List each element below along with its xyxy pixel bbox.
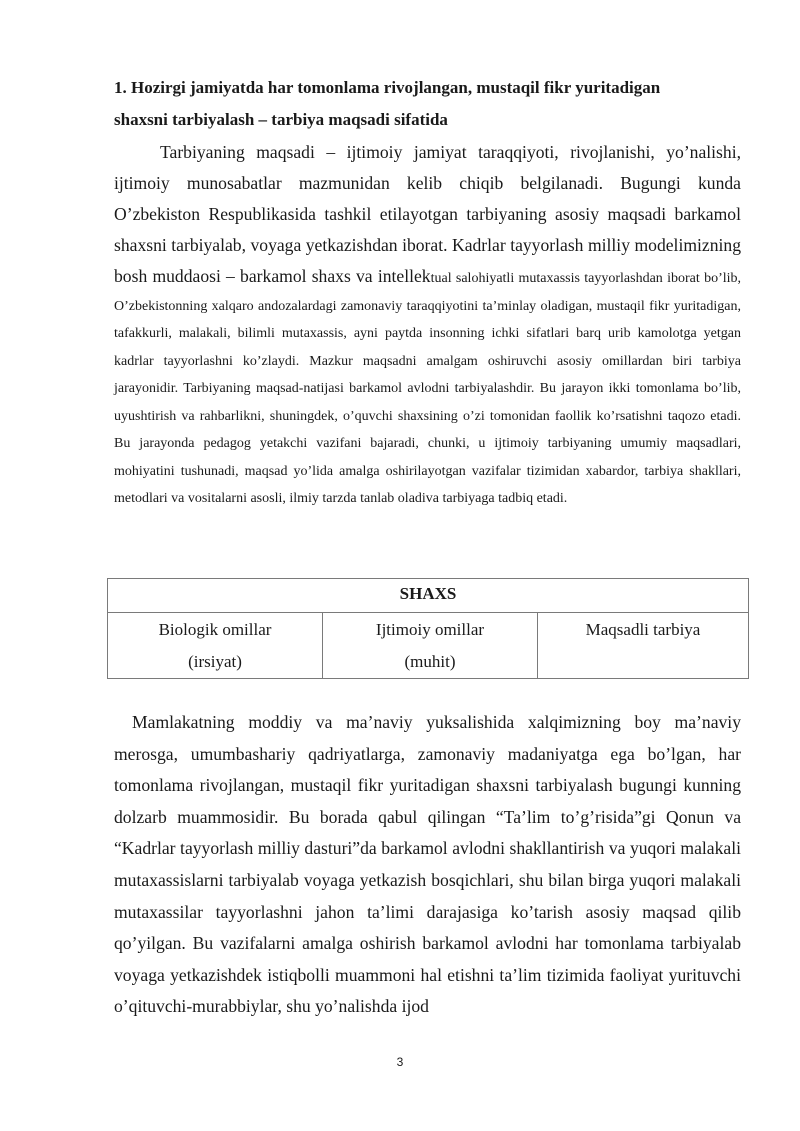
shaxs-table [107, 578, 749, 679]
cell-text: (irsiyat) [188, 652, 242, 671]
table-cell-biologik [108, 613, 323, 679]
table-header-row [108, 579, 749, 613]
paragraph-2: Mamlakatning moddiy va ma’naviy yuksalishida xalqimizning boy ma’naviy merosga, umumbashariy qadriyatlarga, zamonaviy madaniyatga ega bo’lgan, har tomonlama rivojlangan, mustaqil fikr yuritadigan shaxsni tarbiyalash bugungi kunning dolzarb muammosidir. Bu borada qabul qilingan “Ta’lim to’g’risida”gi Qonun va “Kadrlar tayyorlash milliy dasturi”da barkamol avlodni shakllantirish va yuqori malakali mutaxassislarni tarbiyalab voyaga yetkazish bosqichlari, shu bilan birga yuqori malakali mutaxassilar tayyorlashni jahon ta’limi darajasiga ko’tarish asosiy maqsad qilib qo’yilgan. Bu vazifalarni amalga oshirish barkamol avlodni har tomonlama tarbiyalab voyaga yetkazishdek istiqbolli muammoni hal etishni ta’lim tizimida faoliyat yurituvchi o’qituvchi-murabbiylar, shu yo’nalishda ijod [114, 712, 741, 1017]
heading-line-1: 1. Hozirgi jamiyatda har tomonlama rivojlangan, mustaqil fikr yuritadigan [114, 78, 661, 97]
table-header-shaxs: SHAXS [108, 579, 749, 613]
table-cell-ijtimoiy [323, 613, 538, 679]
paragraph-1-small-text: tual salohiyatli mutaxassis tayyorlashdan iborat bo’lib, O’zbekistonning xalqaro andozalardagi zamonaviy taraqqiyotini ta’minlay oladigan, mustaqil fikr yuritadigan, tafakkurli, malakali, bilimli mutaxassis, ayni paytda insonning ichki sifatlari barq urib kamolotga yetgan kadrlar tayyorlashni ko’zlaydi. Mazkur maqsadni amalgam oshiruvchi asosiy omillardan biri tarbiya jarayonidir. Tarbiyaning maqsad-natijasi barkamol avlodni tarbiyalashdir. Bu jarayon ikki tomonlama bo’lib, uyushtirish va rahbarlikni, shuningdek, o’quvchi shaxsining o’zi tomonidan faollik ko’rsatishni taqozo etadi. Bu jarayonda pedagog yetakchi vazifani bajaradi, chunki, u ijtimoiy tarbiyaning umumiy maqsadlari, mohiyatini tushunadi, maqsad yo’lida amalga oshirilayotgan vazifalar tizimidan xabardor, tarbiya shakllari, metodlari va vositalarni asosli, ilmiy tarzda tanlab oladiva tarbiyaga tadbiq etadi. [114, 271, 742, 506]
table-cell-maqsadli [538, 613, 749, 679]
cell-text: (muhit) [404, 652, 456, 671]
heading-line-2: shaxsni tarbiyalash – tarbiya maqsadi sifatida [114, 110, 448, 129]
paragraph-1 [114, 137, 741, 513]
page-number: 3 [396, 1055, 404, 1069]
table-row [108, 613, 749, 679]
cell-text: Maqsadli tarbiya [585, 620, 701, 639]
cell-text: Ijtimoiy omillar [375, 620, 485, 639]
cell-text: Biologik omillar [158, 620, 272, 639]
section-heading [114, 72, 754, 136]
paragraph-1-large-text: Tarbiyaning maqsadi – ijtimoiy jamiyat taraqqiyoti, rivojlanishi, yo’nalishi, ijtimoiy munosabatlar mazmunidan kelib chiqib belgilanadi. Bugungi kunda O’zbekiston Respublikasida tashkil etilayotgan tarbiyaning asosiy maqsadi barkamol shaxsni tarbiyalab, voyaga yetkazishdan iborat. Kadrlar tayyorlash milliy modelimizning bosh muddaosi – barkamol shaxs va intellek [114, 142, 741, 286]
